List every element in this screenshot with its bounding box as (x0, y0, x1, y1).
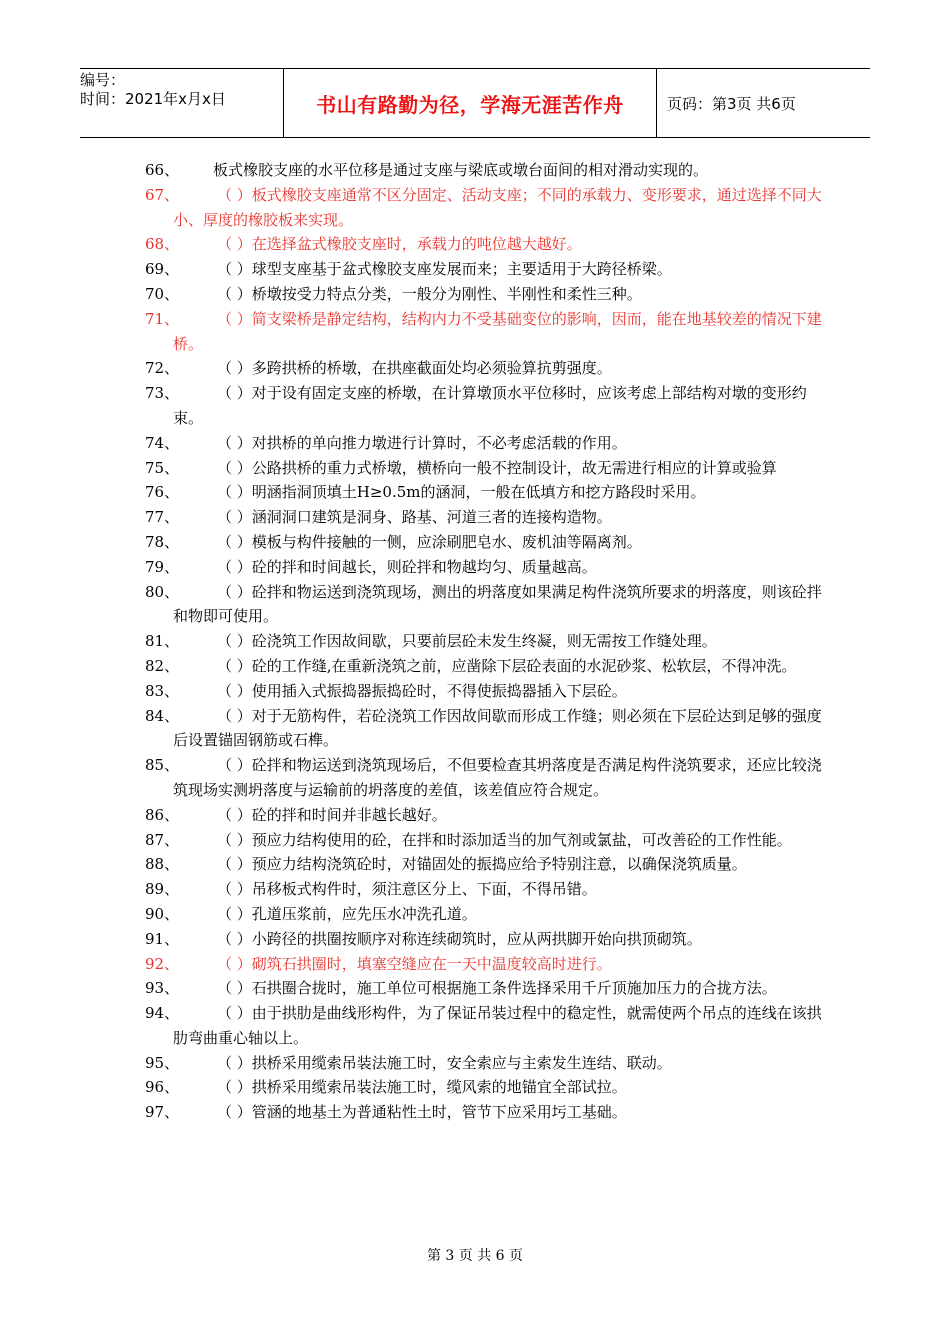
question-number: 93、 (145, 979, 180, 998)
question-item (145, 1100, 825, 1125)
code-label: 编号： (80, 71, 126, 89)
question-text: （ ）公路拱桥的重力式桥墩，横桥向一般不控制设计，故无需进行相应的计算或验算 (217, 458, 777, 477)
question-list (145, 158, 825, 1125)
question-item (145, 431, 825, 456)
question-number: 90、 (145, 904, 180, 923)
question-text: （ ）砼拌和物运送到浇筑现场后，不但要检查其坍落度是否满足构件浇筑要求，还应比较浇筑现场实测坍落度与运输前的坍落度的差值，该差值应符合规定。 (173, 756, 822, 799)
question-number: 67、 (145, 185, 180, 204)
question-item (145, 679, 825, 704)
question-item (145, 852, 825, 877)
question-text: （ ）预应力结构浇筑砼时，对锚固处的振捣应给予特别注意，以确保浇筑质量。 (217, 855, 747, 874)
question-number: 70、 (145, 284, 180, 303)
question-text: （ ）拱桥采用缆索吊装法施工时，缆风索的地锚宜全部试拉。 (217, 1078, 627, 1097)
question-item (145, 952, 825, 977)
question-item (145, 1075, 825, 1100)
question-item (145, 530, 825, 555)
header-meta (80, 69, 284, 137)
question-number: 83、 (145, 681, 180, 700)
question-number: 97、 (145, 1103, 180, 1122)
question-text: （ ）砼的拌和时间并非越长越好。 (217, 805, 447, 824)
question-number: 82、 (145, 656, 180, 675)
question-text: （ ）砼的拌和时间越长，则砼拌和物越均匀、质量越高。 (217, 557, 597, 576)
question-item (145, 555, 825, 580)
question-number: 80、 (145, 582, 180, 601)
question-item (145, 1001, 825, 1051)
question-text: 板式橡胶支座的水平位移是通过支座与梁底或墩台面间的相对滑动实现的。 (213, 161, 709, 179)
question-number: 94、 (145, 1004, 180, 1023)
question-number: 66、 (145, 161, 180, 179)
question-item (145, 580, 825, 630)
header-motto: 书山有路勤为径，学海无涯苦作舟 (284, 69, 657, 137)
question-text: （ ）多跨拱桥的桥墩，在拱座截面处均必须验算抗剪强度。 (217, 359, 612, 378)
page-header (80, 68, 870, 138)
question-item (145, 183, 825, 233)
question-item (145, 902, 825, 927)
question-text: （ ）涵洞洞口建筑是洞身、路基、河道三者的连接构造物。 (217, 508, 612, 527)
question-text: （ ）对拱桥的单向推力墩进行计算时，不必考虑活载的作用。 (217, 433, 627, 452)
question-text: （ ）砼拌和物运送到浇筑现场，测出的坍落度如果满足构件浇筑所要求的坍落度，则该砼拌和物即可使用。 (173, 582, 822, 626)
question-number: 75、 (145, 458, 180, 477)
question-number: 78、 (145, 532, 180, 551)
question-item (145, 232, 825, 257)
question-item (145, 456, 825, 481)
question-text: （ ）明涵指洞顶填土H≥0.5m的涵洞，一般在低填方和挖方路段时采用。 (217, 483, 706, 502)
question-text: （ ）对于设有固定支座的桥墩，在计算墩顶水平位移时，应该考虑上部结构对墩的变形约束。 (173, 384, 807, 427)
question-item (145, 828, 825, 853)
question-text: （ ）砼的工作缝,在重新浇筑之前，应凿除下层砼表面的水泥砂浆、松软层，不得冲洗。 (217, 656, 797, 675)
question-text: （ ）球型支座基于盆式橡胶支座发展而来；主要适用于大跨径桥梁。 (217, 260, 672, 279)
question-item (145, 1051, 825, 1076)
question-item (145, 480, 825, 505)
question-number: 72、 (145, 359, 180, 378)
question-number: 71、 (145, 309, 180, 328)
question-text: （ ）由于拱肋是曲线形构件，为了保证吊装过程中的稳定性，就需使两个吊点的连线在该拱肋弯曲重心轴以上。 (173, 1004, 822, 1047)
question-item (145, 505, 825, 530)
question-item (145, 356, 825, 381)
page-footer: 第 3 页 共 6 页 (426, 1248, 524, 1264)
question-number: 69、 (145, 260, 180, 279)
question-text: （ ）对于无筋构件，若砼浇筑工作因故间歇而形成工作缝；则必须在下层砼达到足够的强度后设置锚固钢筋或石榫。 (173, 706, 822, 750)
question-number: 79、 (145, 557, 180, 576)
question-item (145, 877, 825, 902)
question-item (145, 282, 825, 307)
question-text: （ ）预应力结构使用的砼，在拌和时添加适当的加气剂或氯盐，可改善砼的工作性能。 (217, 830, 792, 849)
question-item (145, 381, 825, 431)
question-item (145, 803, 825, 828)
question-text: （ ）石拱圈合拢时，施工单位可根据施工条件选择采用千斤顶施加压力的合拢方法。 (217, 979, 777, 998)
question-number: 95、 (145, 1053, 180, 1072)
question-text: （ ）模板与构件接触的一侧，应涂刷肥皂水、废机油等隔离剂。 (217, 532, 642, 551)
question-item (145, 976, 825, 1001)
question-text: （ ）板式橡胶支座通常不区分固定、活动支座；不同的承载力、变形要求，通过选择不同大小、厚度的橡胶板来实现。 (173, 185, 822, 229)
question-text: （ ）小跨径的拱圈按顺序对称连续砌筑时，应从两拱脚开始向拱顶砌筑。 (217, 929, 702, 948)
question-text: （ ）砼浇筑工作因故间歇，只要前层砼未发生终凝，则无需按工作缝处理。 (217, 632, 717, 651)
question-text: （ ）管涵的地基土为普通粘性土时，管节下应采用圬工基础。 (217, 1103, 627, 1122)
question-item (145, 704, 825, 754)
question-text: （ ）在选择盆式橡胶支座时，承载力的吨位越大越好。 (217, 235, 582, 254)
question-text: （ ）使用插入式振捣器振捣砼时，不得使振捣器插入下层砼。 (217, 681, 627, 700)
question-number: 88、 (145, 855, 180, 874)
question-item (145, 629, 825, 654)
question-number: 68、 (145, 235, 180, 254)
question-text: （ ）拱桥采用缆索吊装法施工时，安全索应与主索发生连结、联动。 (217, 1053, 672, 1072)
question-number: 85、 (145, 756, 180, 775)
question-item (145, 158, 825, 183)
question-number: 73、 (145, 384, 180, 403)
question-number: 89、 (145, 880, 180, 899)
question-number: 92、 (145, 954, 180, 973)
question-number: 84、 (145, 706, 180, 725)
question-text: （ ）吊移板式构件时，须注意区分上、下面，不得吊错。 (217, 880, 597, 899)
question-number: 86、 (145, 805, 180, 824)
question-number: 87、 (145, 830, 180, 849)
question-item (145, 753, 825, 803)
question-item (145, 927, 825, 952)
question-number: 76、 (145, 483, 180, 502)
header-page-label: 页码：第3页 共6页 (667, 94, 796, 113)
question-number: 74、 (145, 433, 180, 452)
question-number: 91、 (145, 929, 180, 948)
question-text: （ ）孔道压浆前，应先压水冲洗孔道。 (217, 904, 477, 923)
question-text: （ ）简支梁桥是静定结构，结构内力不受基础变位的影响，因而，能在地基较差的情况下建桥。 (173, 309, 822, 353)
question-number: 81、 (145, 632, 180, 651)
question-item (145, 257, 825, 282)
question-number: 77、 (145, 508, 180, 527)
question-number: 96、 (145, 1078, 180, 1097)
question-item (145, 654, 825, 679)
question-text: （ ）桥墩按受力特点分类，一般分为刚性、半刚性和柔性三种。 (217, 284, 642, 303)
question-text: （ ）砌筑石拱圈时，填塞空缝应在一天中温度较高时进行。 (217, 954, 612, 973)
date-label: 时间：2021年x月x日 (80, 90, 226, 108)
question-item (145, 307, 825, 357)
